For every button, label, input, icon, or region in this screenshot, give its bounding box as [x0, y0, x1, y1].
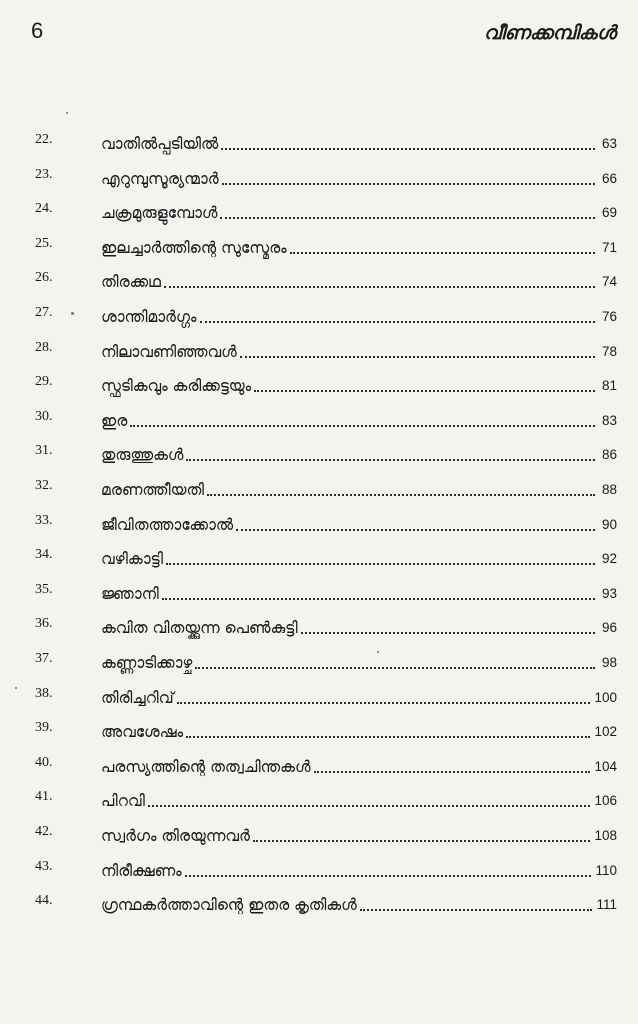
toc-entry-title: അവശേഷം	[101, 723, 184, 742]
toc-entry-number: 44.	[35, 893, 53, 909]
dot-leader	[185, 875, 592, 877]
toc-entry-number: 22.	[35, 132, 53, 147]
toc-row	[0, 402, 638, 434]
toc-entry-page: 66	[601, 170, 617, 186]
toc-row	[0, 644, 638, 676]
page-number: 6	[31, 18, 44, 43]
toc-entry-page: 88	[601, 482, 617, 497]
toc-row	[0, 713, 638, 745]
toc-entry-page: 86	[601, 447, 617, 463]
dot-leader	[301, 632, 595, 634]
toc-entry	[101, 194, 617, 226]
toc-entry-page: 69	[601, 205, 617, 221]
dot-leader	[221, 148, 595, 150]
toc-entry-number: 24.	[35, 201, 53, 217]
toc-entry-title: ശാന്തിമാർഗ്ഗം	[101, 308, 197, 326]
dot-leader	[207, 494, 595, 496]
toc-entry	[101, 609, 617, 641]
toc-entry-page: 102	[594, 724, 617, 740]
toc-entry	[101, 506, 617, 538]
toc-entry-number: 23.	[35, 166, 53, 182]
toc-entry-title: സ്വർഗം തിരയുന്നവർ	[101, 827, 250, 845]
toc-entry	[101, 263, 617, 295]
toc-entry-page: 63	[601, 136, 617, 151]
toc-entry-number: 32.	[35, 478, 53, 493]
toc-entry-page: 96	[601, 620, 617, 636]
toc-entry-page: 92	[601, 551, 617, 567]
dot-leader	[130, 425, 595, 427]
dot-leader	[222, 183, 595, 185]
toc-entry-number: 34.	[35, 547, 53, 563]
toc-entry-page: 74	[601, 274, 617, 290]
toc-entry	[101, 402, 617, 434]
toc-entry	[101, 852, 617, 884]
toc-row	[0, 540, 638, 572]
toc-row	[0, 609, 638, 641]
toc-entry-title: വഴികാട്ടി	[101, 550, 163, 569]
toc-entry-title: ഗ്രന്ഥകർത്താവിന്റെ ഇതര കൃതികൾ	[101, 896, 357, 915]
dot-leader	[220, 217, 595, 219]
dot-leader	[162, 598, 595, 600]
toc-entry-title: തുരുത്തുകൾ	[101, 446, 184, 465]
toc-entry-number: 36.	[35, 616, 53, 632]
toc-entry	[101, 679, 617, 711]
toc-entry-page: 81	[601, 378, 617, 394]
paper-speck	[15, 687, 17, 689]
toc-entry-page: 76	[601, 309, 617, 324]
toc-entry-number: 33.	[35, 512, 53, 528]
toc-entry-title: എറുമ്പുസൂര്യന്മാർ	[101, 169, 219, 188]
dot-leader	[253, 840, 591, 842]
toc-entry-number: 28.	[35, 339, 53, 355]
toc-row	[0, 748, 638, 780]
toc-entry-title: മരണത്തീയതി	[101, 481, 204, 499]
toc-entry	[101, 436, 617, 468]
toc-entry-page: 100	[594, 689, 617, 705]
toc-entry-number: 42.	[35, 824, 53, 839]
paper-speck	[66, 112, 68, 114]
toc-entry-title: പരസ്യത്തിന്റെ തത്വചിന്തകൾ	[101, 757, 311, 776]
toc-row	[0, 229, 638, 261]
toc-entry	[101, 575, 617, 607]
toc-entry	[101, 886, 617, 918]
toc-entry-number: 39.	[35, 720, 53, 736]
toc-entry-number: 40.	[35, 754, 53, 770]
toc-entry-number: 43.	[35, 858, 53, 874]
toc-row	[0, 367, 638, 399]
dot-leader	[166, 563, 595, 565]
toc-entry-number: 27.	[35, 305, 53, 320]
toc-entry-number: 41.	[35, 789, 53, 805]
toc-entry	[101, 229, 617, 261]
toc-entry-number: 25.	[35, 235, 53, 251]
toc-entry	[101, 713, 617, 745]
toc-entry-number: 38.	[35, 685, 53, 701]
paper-speck	[71, 312, 74, 315]
dot-leader	[186, 736, 590, 738]
toc-entry-number: 37.	[35, 651, 53, 666]
toc-entry-title: നിരീക്ഷണം	[101, 861, 182, 880]
toc-entry	[101, 160, 617, 192]
toc-entry	[101, 471, 617, 503]
toc-entry	[101, 817, 617, 849]
toc-entry-page: 108	[594, 828, 617, 843]
dot-leader	[177, 702, 591, 704]
toc-row	[0, 575, 638, 607]
dot-leader	[200, 321, 596, 323]
toc-entry-page: 104	[594, 758, 617, 774]
toc-entry-page: 98	[601, 655, 617, 670]
toc-entry-title: ഇര	[101, 411, 128, 430]
toc-entry-title: കണ്ണാടിക്കാഴ്ച	[101, 654, 193, 672]
toc-entry	[101, 540, 617, 572]
toc-entry-title: തിരിച്ചറിവ്	[101, 688, 174, 707]
toc-entry-number: 31.	[35, 443, 53, 459]
toc-entry	[101, 125, 617, 157]
toc-entry	[101, 367, 617, 399]
toc-entry-page: 93	[601, 585, 617, 601]
toc-entry-page: 106	[594, 793, 617, 809]
toc-row	[0, 679, 638, 711]
toc-entry	[101, 333, 617, 365]
toc-entry-page: 83	[601, 412, 617, 428]
running-header-title: വീണക്കമ്പികൾ	[483, 22, 616, 44]
toc-entry-title: ജീവിതത്താക്കോൽ	[101, 515, 234, 534]
toc-entry-title: ജ്ഞാനി	[101, 584, 159, 603]
toc-entry-number: 26.	[35, 270, 53, 286]
dot-leader	[164, 286, 595, 288]
toc-row	[0, 298, 638, 330]
toc-entry-page: 90	[601, 516, 617, 532]
toc-row	[0, 194, 638, 226]
dot-leader	[195, 667, 595, 669]
toc-entry-number: 30.	[35, 408, 53, 424]
toc-entry-page: 71	[601, 239, 617, 255]
dot-leader	[148, 805, 591, 807]
toc-entry-page: 110	[595, 862, 617, 878]
toc-entry-page: 78	[601, 343, 617, 359]
paper-speck	[377, 651, 379, 653]
toc-entry	[101, 748, 617, 780]
toc-entry-number: 29.	[35, 374, 53, 390]
toc-row	[0, 817, 638, 849]
dot-leader	[240, 356, 595, 358]
dot-leader	[254, 390, 595, 392]
toc-row	[0, 506, 638, 538]
toc-entry-number: 35.	[35, 581, 53, 597]
toc-entry-title: വാതിൽപ്പടിയിൽ	[101, 135, 219, 153]
toc-entry-title: പിറവി	[101, 792, 145, 811]
dot-leader	[236, 529, 595, 531]
toc-row	[0, 436, 638, 468]
toc-entry-page: 111	[596, 897, 617, 913]
toc-entry-title: നിലാവണിഞ്ഞവൾ	[101, 342, 237, 361]
toc-row	[0, 852, 638, 884]
dot-leader	[290, 252, 595, 254]
toc-row	[0, 782, 638, 814]
dot-leader	[314, 771, 591, 773]
toc-entry-title: കവിത വിതയ്ക്കുന്ന പെൺകുട്ടി	[101, 619, 298, 638]
toc-entry	[101, 298, 617, 330]
toc-row	[0, 160, 638, 192]
toc-row	[0, 333, 638, 365]
toc-row	[0, 886, 638, 918]
toc-entry-title: സ്ഫടികവും കരിക്കട്ടയും	[101, 377, 252, 396]
toc-entry-title: ചക്രമുരുളുമ്പോൾ	[101, 204, 218, 223]
toc-row	[0, 471, 638, 503]
toc-entry-title: ഇലച്ചാർത്തിന്റെ സുസ്മേരം	[101, 238, 287, 257]
dot-leader	[186, 459, 595, 461]
toc-entry-title: തിരക്കഥ	[101, 273, 161, 292]
toc-row	[0, 263, 638, 295]
toc-entry	[101, 644, 617, 676]
dot-leader	[360, 909, 593, 911]
toc-entry	[101, 782, 617, 814]
toc-row	[0, 125, 638, 157]
